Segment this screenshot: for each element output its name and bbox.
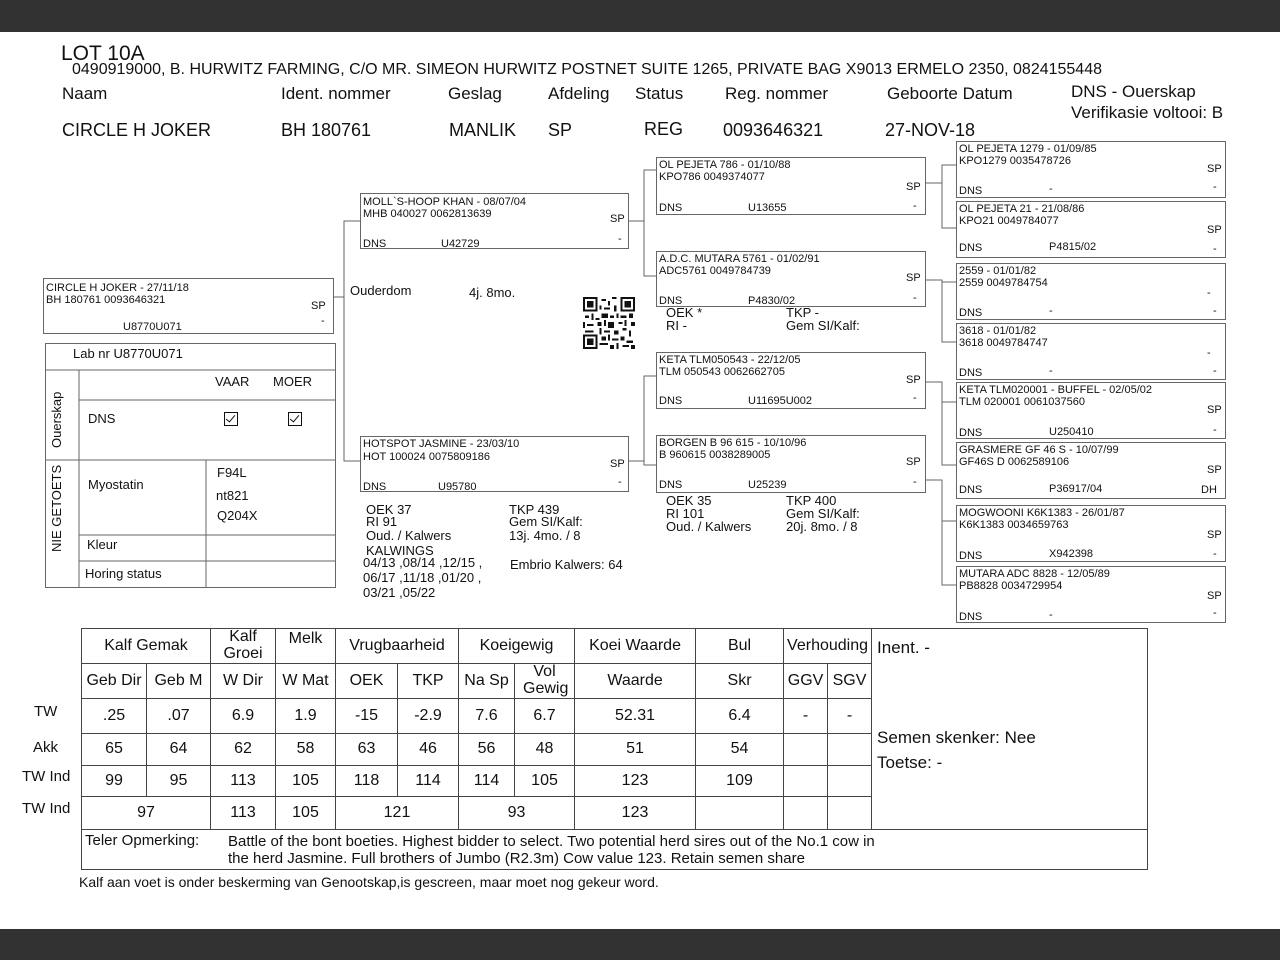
gen3-ids: PB8828 0034729954 — [959, 580, 1063, 592]
gen2-title: OL PEJETA 786 - 01/10/88 — [659, 159, 791, 171]
age-label: Ouderdom — [350, 283, 412, 298]
toetse-text: Toetse: - — [877, 753, 943, 772]
ebv-table — [81, 628, 1148, 870]
teler-opmerking-cell — [82, 829, 1148, 869]
gen3-dash-2: - — [1213, 365, 1217, 377]
gen3-dash-2: - — [1213, 305, 1217, 317]
sub-oek: OEK — [336, 664, 398, 699]
gen2-sp: SP — [906, 181, 921, 193]
group-bul: Bul — [696, 629, 784, 664]
gen2-ids: KPO786 0049374077 — [659, 171, 765, 183]
gen2-box-2 — [656, 251, 926, 307]
gen3-title: MOGWOONI K6K1383 - 26/01/87 — [959, 507, 1125, 519]
gen2-box-3 — [656, 352, 926, 409]
gen3-dash: - — [1213, 424, 1217, 436]
tw-cell: - — [828, 698, 872, 733]
dam-oud: Oud. / Kalwers — [366, 528, 452, 543]
twind2-cell-empty — [828, 796, 872, 829]
dns-label: DNS — [88, 411, 116, 426]
gen3-box-2 — [956, 201, 1226, 258]
gen3-title: OL PEJETA 21 - 21/08/86 — [959, 203, 1085, 215]
label-geboorte: Geboorte Datum — [887, 84, 1013, 103]
owner-line: 0490919000, B. HURWITZ FARMING, C/O MR. SIMEON HURWITZ POSTNET SUITE 1265, PRIVATE BAG X9013 ERMELO 2350, 0824155448 — [72, 61, 1102, 78]
age-value: 4j. 8mo. — [469, 285, 516, 300]
gen3-box-4 — [956, 323, 1226, 380]
animal-code: U8770U071 — [123, 321, 182, 333]
twind2-cell: 123 — [575, 796, 696, 829]
remarks-cell — [872, 629, 1148, 830]
gen3-sp: SP — [1207, 224, 1222, 236]
dam-oek: OEK 37 — [366, 502, 412, 517]
footer-note: Kalf aan voet is onder beskerming van Genootskap,is gescreen, maar moet nog gekeur word. — [79, 874, 659, 890]
gen3-dash: - — [1213, 548, 1217, 560]
label-dns-ouerskap: DNS - Ouerskap — [1071, 82, 1196, 101]
sire-box — [360, 193, 629, 249]
akk-cell: 56 — [459, 733, 515, 765]
gen3-dns: DNS — [959, 611, 983, 623]
value-geboorte: 27-NOV-18 — [885, 120, 976, 140]
myostatin-label: Myostatin — [88, 477, 144, 492]
dam-code: U95780 — [438, 481, 477, 493]
tw-cell: 6.9 — [211, 698, 276, 733]
dam-kalwing-dates-2: 06/17 ,11/18 ,01/20 , — [363, 570, 482, 585]
gen2-dash: - — [913, 200, 917, 212]
sub-geb-m: Geb M — [147, 664, 211, 699]
twind-cell: 105 — [515, 765, 575, 796]
gen3-box-6 — [956, 442, 1226, 499]
gen3-dash: - — [1213, 607, 1217, 619]
gen3-extra: DH — [1201, 484, 1217, 496]
myostatin-value-2: nt821 — [216, 488, 249, 503]
gen3-dns: DNS — [959, 550, 983, 562]
gen3-title: KETA TLM020001 - BUFFEL - 02/05/02 — [959, 384, 1153, 396]
group-vrugbaarheid: Vrugbaarheid — [336, 629, 459, 664]
label-ident: Ident. nommer — [281, 84, 391, 103]
animal-dash: - — [321, 315, 325, 327]
gen3-code: U250410 — [1049, 426, 1094, 438]
gen3-sp: SP — [1207, 404, 1222, 416]
gen2-ids: B 960615 0038289005 — [659, 449, 771, 461]
dam-embrio: Embrio Kalwers: 64 — [510, 557, 623, 572]
semen-skenker-text: Semen skenker: Nee — [877, 728, 1036, 747]
gen3-ids: KPO21 0049784077 — [959, 215, 1059, 227]
gen2-sp: SP — [906, 456, 921, 468]
tw-cell: - — [784, 698, 828, 733]
gen2-ids: ADC5761 0049784739 — [659, 265, 771, 277]
tw-cell: -2.9 — [398, 698, 459, 733]
sire-gem: Gem SI/Kalf: — [786, 318, 860, 333]
akk-cell: 58 — [276, 733, 336, 765]
twind-cell: 95 — [147, 765, 211, 796]
gen3-ids: TLM 020001 0061037560 — [959, 396, 1085, 408]
sub-sgv: SGV — [828, 664, 872, 699]
gen3-title: GRASMERE GF 46 S - 10/07/99 — [959, 444, 1119, 456]
gen3-dns: DNS — [959, 484, 983, 496]
gen3-code: - — [1049, 305, 1053, 317]
mgs-tkp: TKP 400 — [786, 493, 837, 508]
kleur-label: Kleur — [87, 537, 118, 552]
row-label-tw: TW — [34, 703, 58, 720]
inent-text: Inent. - — [877, 638, 930, 657]
sub-na-sp: Na Sp — [459, 664, 515, 699]
label-status: Status — [635, 84, 684, 103]
gen3-dns: DNS — [959, 367, 983, 379]
sub-ggv: GGV — [784, 664, 828, 699]
twind2-cell — [784, 796, 828, 829]
gen2-code: P4830/02 — [748, 295, 796, 307]
akk-cell: 64 — [147, 733, 211, 765]
twind-cell: 109 — [696, 765, 784, 796]
value-reg: 0093646321 — [723, 120, 824, 140]
dam-title: HOTSPOT JASMINE - 23/03/10 — [363, 438, 520, 450]
twind2-cell — [696, 796, 784, 829]
twind-cell — [784, 765, 828, 796]
gen2-dns: DNS — [659, 479, 683, 491]
gen2-box-4 — [656, 435, 926, 493]
horing-status-label: Horing status — [85, 566, 162, 581]
sire-tkp: TKP - — [786, 305, 819, 320]
gen3-dash: - — [1213, 243, 1217, 255]
group-verhouding: Verhouding — [784, 629, 872, 664]
gen2-code: U25239 — [748, 479, 787, 491]
twind-cell: 114 — [459, 765, 515, 796]
sub-vol-gewig: Vol Gewig — [515, 664, 575, 699]
gen3-sp: SP — [1207, 464, 1222, 476]
gen3-sp: SP — [1207, 163, 1222, 175]
sub-waarde: Waarde — [575, 664, 696, 699]
group-koei-waarde: Koei Waarde — [575, 629, 696, 664]
akk-cell — [784, 733, 828, 765]
gen3-box-5 — [956, 382, 1226, 439]
gen3-title: OL PEJETA 1279 - 01/09/85 — [959, 143, 1097, 155]
lot-title: LOT 10A — [61, 42, 145, 65]
twind-cell: 118 — [336, 765, 398, 796]
label-verifikasie: Verifikasie voltooi: B — [1071, 103, 1224, 122]
row-label-twind-2: TW Ind — [22, 800, 71, 817]
gen3-title: 2559 - 01/01/82 — [959, 265, 1037, 277]
sire-code: U42729 — [441, 238, 480, 250]
dam-kalwing-dates-1: 04/13 ,08/14 ,12/15 , — [363, 555, 483, 570]
gen2-title: BORGEN B 96 615 - 10/10/96 — [659, 437, 807, 449]
dam-box — [360, 436, 629, 492]
label-afdeling: Afdeling — [548, 84, 610, 103]
tw-cell: .25 — [82, 698, 147, 733]
dam-kalwings: KALWINGS — [366, 543, 434, 558]
sire-oek: OEK * — [666, 305, 703, 320]
akk-cell: 54 — [696, 733, 784, 765]
gen3-dns: DNS — [959, 185, 983, 197]
akk-cell: 63 — [336, 733, 398, 765]
gen3-code: P4815/02 — [1049, 241, 1097, 253]
gen2-title: KETA TLM050543 - 22/12/05 — [659, 354, 801, 366]
gen3-sp: SP — [1207, 529, 1222, 541]
animal-title: CIRCLE H JOKER - 27/11/18 — [46, 282, 189, 294]
akk-cell: 65 — [82, 733, 147, 765]
twind2-cell: 93 — [459, 796, 575, 829]
gen3-title: MUTARA ADC 8828 - 12/05/89 — [959, 568, 1110, 580]
gen2-title: A.D.C. MUTARA 5761 - 01/02/91 — [659, 253, 820, 265]
vaar-label: VAAR — [215, 374, 250, 389]
row-label-akk: Akk — [33, 739, 59, 756]
vaar-checkbox — [224, 412, 238, 426]
mgs-gem: Gem SI/Kalf: — [786, 506, 860, 521]
gen3-ids: K6K1383 0034659763 — [959, 519, 1069, 531]
dam-tkp: TKP 439 — [509, 502, 560, 517]
tw-cell: 6.4 — [696, 698, 784, 733]
mgs-oud-value: 20j. 8mo. / 8 — [786, 519, 858, 534]
value-status: REG — [644, 119, 684, 139]
twind-cell: 99 — [82, 765, 147, 796]
gen2-ids: TLM 050543 0062662705 — [659, 366, 785, 378]
gen2-code: U13655 — [748, 202, 787, 214]
myostatin-value-3: Q204X — [217, 508, 258, 523]
gen3-ids: GF46S D 0062589106 — [959, 456, 1070, 468]
gen2-sp: SP — [906, 272, 921, 284]
gen2-dns: DNS — [659, 295, 683, 307]
row-label-twind: TW Ind — [22, 768, 71, 785]
gen3-dns: DNS — [959, 307, 983, 319]
tw-cell: 52.31 — [575, 698, 696, 733]
gen3-title: 3618 - 01/01/82 — [959, 325, 1037, 337]
tw-cell: -15 — [336, 698, 398, 733]
gen3-box-8 — [956, 566, 1226, 623]
gen2-code: U11695U002 — [748, 395, 813, 407]
twind2-cell: 97 — [82, 796, 211, 829]
tw-cell: 1.9 — [276, 698, 336, 733]
teler-label: Teler Opmerking: — [85, 831, 200, 849]
tw-cell: .07 — [147, 698, 211, 733]
dam-sp: SP — [610, 458, 625, 470]
mgs-ri: RI 101 — [666, 506, 705, 521]
twind-cell: 105 — [276, 765, 336, 796]
twind2-cell: 105 — [276, 796, 336, 829]
akk-cell: 51 — [575, 733, 696, 765]
nie-getoets-vertical-label: NIE GETOETS — [49, 464, 64, 552]
value-ident: BH 180761 — [281, 120, 372, 140]
gen3-code: X942398 — [1049, 548, 1094, 560]
sub-w-dir: W Dir — [211, 664, 276, 699]
dam-ids: HOT 100024 0075809186 — [363, 451, 491, 463]
sire-ids: MHB 040027 0062813639 — [363, 208, 492, 220]
dam-dash: - — [618, 476, 622, 488]
mgs-oud: Oud. / Kalwers — [666, 519, 752, 534]
tw-cell: 7.6 — [459, 698, 515, 733]
teler-line-1: Battle of the bont boeties. Highest bidder to select. Two potential herd sires out of the No.1 cow in — [228, 832, 875, 850]
twind-cell: 123 — [575, 765, 696, 796]
gen3-dns: DNS — [959, 242, 983, 254]
gen3-ids: KPO1279 0035478726 — [959, 155, 1071, 167]
twind-cell — [828, 765, 872, 796]
value-naam: CIRCLE H JOKER — [62, 120, 212, 140]
moer-label: MOER — [273, 374, 312, 389]
gen3-dns: DNS — [959, 427, 983, 439]
dam-ri: RI 91 — [366, 514, 398, 529]
dam-dns: DNS — [363, 481, 387, 493]
akk-cell: 62 — [211, 733, 276, 765]
gen3-code: P36917/04 — [1049, 483, 1103, 495]
group-koeigewig: Koeigewig — [459, 629, 575, 664]
mgs-oek: OEK 35 — [666, 493, 712, 508]
dam-oud-value: 13j. 4mo. / 8 — [509, 528, 581, 543]
gen2-dns: DNS — [659, 395, 683, 407]
animal-ids: BH 180761 0093646321 — [46, 294, 166, 306]
sub-tkp: TKP — [398, 664, 459, 699]
gen2-dash: - — [913, 392, 917, 404]
moer-checkbox — [288, 412, 302, 426]
twind-cell: 113 — [211, 765, 276, 796]
gen2-dash: - — [913, 476, 917, 488]
dam-kalwing-dates-3: 03/21 ,05/22 — [363, 585, 436, 600]
teler-line-2: the herd Jasmine. Full brothers of Jumbo (R2.3m) Cow value 123. Retain semen share — [228, 849, 805, 867]
akk-cell: 48 — [515, 733, 575, 765]
group-melk: Melk — [276, 629, 336, 664]
gen3-dash: - — [1207, 347, 1211, 359]
gen3-code: - — [1049, 609, 1053, 621]
value-geslag: MANLIK — [449, 120, 517, 140]
sub-w-mat: W Mat — [276, 664, 336, 699]
gen3-sp: SP — [1207, 590, 1222, 602]
gen3-code: - — [1049, 183, 1053, 195]
group-kalf-groei: Kalf Groei — [211, 629, 276, 664]
gen3-box-3 — [956, 263, 1226, 320]
akk-cell: 46 — [398, 733, 459, 765]
label-naam: Naam — [62, 84, 108, 103]
label-geslag: Geslag — [448, 84, 502, 103]
sire-dns: DNS — [363, 238, 387, 250]
sub-skr: Skr — [696, 664, 784, 699]
myostatin-value-1: F94L — [217, 465, 247, 480]
twind2-cell: 113 — [211, 796, 276, 829]
sire-dash: - — [618, 233, 622, 245]
gen3-dash: - — [1213, 181, 1217, 193]
gen3-dash: - — [1207, 287, 1211, 299]
gen3-code: - — [1049, 365, 1053, 377]
gen3-ids: 3618 0049784747 — [959, 337, 1048, 349]
lab-nr: Lab nr U8770U071 — [73, 346, 183, 361]
twind2-cell: 121 — [336, 796, 459, 829]
gen3-ids: 2559 0049784754 — [959, 277, 1048, 289]
akk-cell — [828, 733, 872, 765]
sub-geb-dir: Geb Dir — [82, 664, 147, 699]
sire-ri: RI - — [666, 318, 687, 333]
gen3-box-7 — [956, 505, 1226, 562]
twind-cell: 114 — [398, 765, 459, 796]
gen2-box-1 — [656, 157, 926, 215]
gen2-dash: - — [913, 292, 917, 304]
ouerskap-vertical-label: Ouerskap — [49, 391, 64, 448]
label-reg: Reg. nommer — [725, 84, 828, 103]
value-afdeling: SP — [548, 120, 573, 140]
gen2-sp: SP — [906, 374, 921, 386]
group-kalf-gemak: Kalf Gemak — [82, 629, 211, 664]
dam-gem: Gem SI/Kalf: — [509, 514, 583, 529]
tw-cell: 6.7 — [515, 698, 575, 733]
sire-sp: SP — [610, 213, 625, 225]
animal-sp: SP — [311, 300, 326, 312]
sire-title: MOLL`S-HOOP KHAN - 08/07/04 — [363, 196, 527, 208]
gen2-dns: DNS — [659, 202, 683, 214]
gen3-box-1 — [956, 141, 1226, 198]
